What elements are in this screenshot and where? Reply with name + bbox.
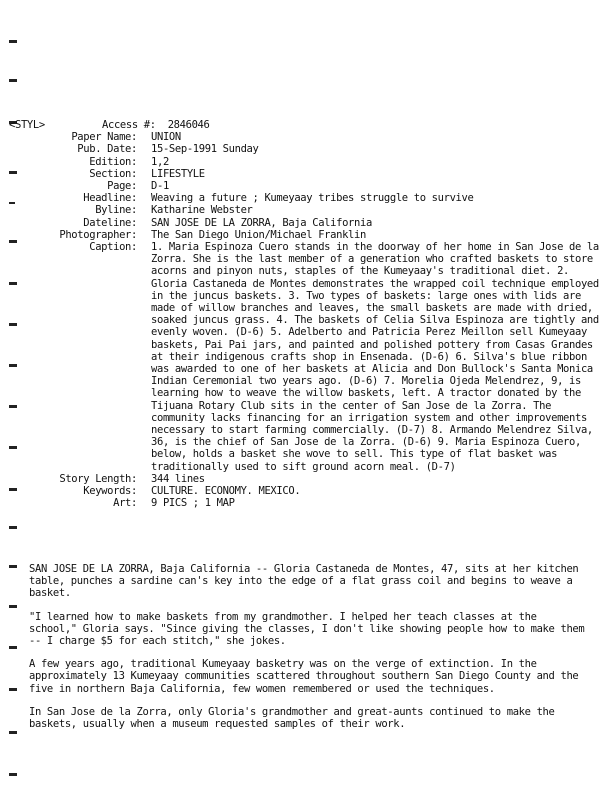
field-value: 15-Sep-1991 Sunday (151, 143, 259, 156)
margin-mark (9, 688, 17, 691)
access-label: Access #: (102, 119, 156, 131)
field-value: Katharine Webster (151, 204, 253, 217)
field-dateline (15, 217, 600, 229)
field-story-length (15, 473, 600, 485)
margin-mark (9, 646, 17, 649)
body-paragraph: SAN JOSE DE LA ZORRA, Baja California -- Gloria Castaneda de Montes, 47, sits at her kitchen table, punches a sardine can's key into the edge of a flat grass coil and begins to weave a basket. (29, 563, 579, 600)
field-label: Story Length: (59, 472, 137, 485)
field-value: CULTURE. ECONOMY. MEXICO. (151, 485, 301, 498)
field-byline (15, 204, 600, 216)
access-row (9, 119, 600, 131)
article-body (29, 563, 589, 741)
field-value: 1,2 (151, 155, 169, 168)
margin-mark (9, 526, 17, 529)
field-label: Section: (89, 167, 137, 180)
field-section (15, 168, 600, 180)
margin-mark (9, 79, 17, 82)
field-edition (15, 156, 600, 168)
field-label: Paper Name: (71, 131, 137, 144)
field-label: Photographer: (59, 228, 137, 241)
field-label: Dateline: (83, 216, 137, 229)
field-pub-date (15, 143, 600, 155)
field-label: Art: (113, 497, 137, 510)
record-header (9, 119, 605, 510)
field-caption (15, 241, 605, 473)
margin-mark (9, 731, 17, 734)
field-keywords (15, 485, 600, 497)
field-page (15, 180, 600, 192)
field-paper-name (15, 131, 600, 143)
margin-mark (9, 773, 17, 776)
body-paragraph: In San Jose de la Zorra, only Gloria's grandmother and great-aunts continued to make the baskets, usually when a museum requested samples of their work. (29, 705, 555, 731)
field-label: Caption: (89, 241, 137, 254)
field-value: Weaving a future ; Kumeyaay tribes struggle to survive (151, 192, 474, 205)
field-label: Headline: (83, 192, 137, 205)
field-value: 9 PICS ; 1 MAP (151, 497, 235, 510)
margin-mark (9, 565, 17, 568)
margin-mark (9, 40, 17, 43)
field-art (15, 497, 600, 509)
style-tag: <STYL> (9, 119, 45, 131)
body-paragraph: "I learned how to make baskets from my grandmother. I helped her teach classes at the school," Gloria says. "Since giving the classes, I don't like showing people how to make them -- I charge $5 for each stitch," she jokes. (29, 610, 585, 648)
field-label: Byline: (95, 204, 137, 217)
field-value: D-1 (151, 180, 169, 192)
field-headline (15, 192, 600, 204)
field-value: 344 lines (151, 472, 205, 485)
access-number (102, 119, 210, 131)
body-paragraph: A few years ago, traditional Kumeyaay basketry was on the verge of extinction. In the approximately 13 Kumeyaay communities scattered throughout southern San Diego County and the five in northern Baja California, few women remembered or used the techniques. (29, 658, 579, 695)
field-value: LIFESTYLE (151, 167, 205, 180)
access-value: 2846046 (167, 119, 210, 131)
field-label: Page: (107, 180, 137, 192)
field-label: Edition: (89, 155, 137, 168)
field-value: The San Diego Union/Michael Franklin (151, 228, 366, 241)
field-value: 1. Maria Espinoza Cuero stands in the doorway of her home in San Jose de la Zorra. She is the last member of a generation who crafted baskets to store acorns and pinyon nuts, staples of the Kumeyaay's traditional diet. 2. Gloria Castaneda de Montes demonstrates the wrapped coil technique employed in the juncus baskets. 3. Two types of baskets: large ones with lids are made of willow branches and leaves, the small baskets are made with dried, soaked juncus grass. 4. The baskets of Celia Silva Espinoza are tightly and evenly woven. (D-6) 5. Adelberto and Patricia Perez Meillon sell Kumeyaay baskets, Pai Pai jars, and painted and polished pottery from Casas Grandes at their indigenous crafts shop in Ensenada. (D-6) 6. Silva's blue ribbon was awarded to one of her baskets at Alicia and Don Bullock's Santa Monica Indian Ceremonial two years ago. (D-6) 7. Morelia Ojeda Melendrez, 9, is learning how to weave the willow baskets, left. A tractor donated by the Tijuana Rotary Club sits in the center of San Jose de la Zorra. The community lacks financing for an irrigation system and other improvements necessary to start farming commercially. (D-7) 8. Armando Melendrez Silva, 36, is the chief of San Jose de la Zorra. (D-6) 9. Maria Espinoza Cuero, below, holds a basket she wove to sell. This type of flat basket was traditionally used to sift ground acorn meal. (D-7) (151, 241, 605, 473)
field-value: UNION (151, 131, 181, 144)
field-label: Pub. Date: (77, 143, 137, 156)
field-label: Keywords: (83, 485, 137, 498)
field-value: SAN JOSE DE LA ZORRA, Baja California (151, 216, 372, 229)
field-photographer (15, 229, 600, 241)
margin-mark (9, 605, 17, 608)
